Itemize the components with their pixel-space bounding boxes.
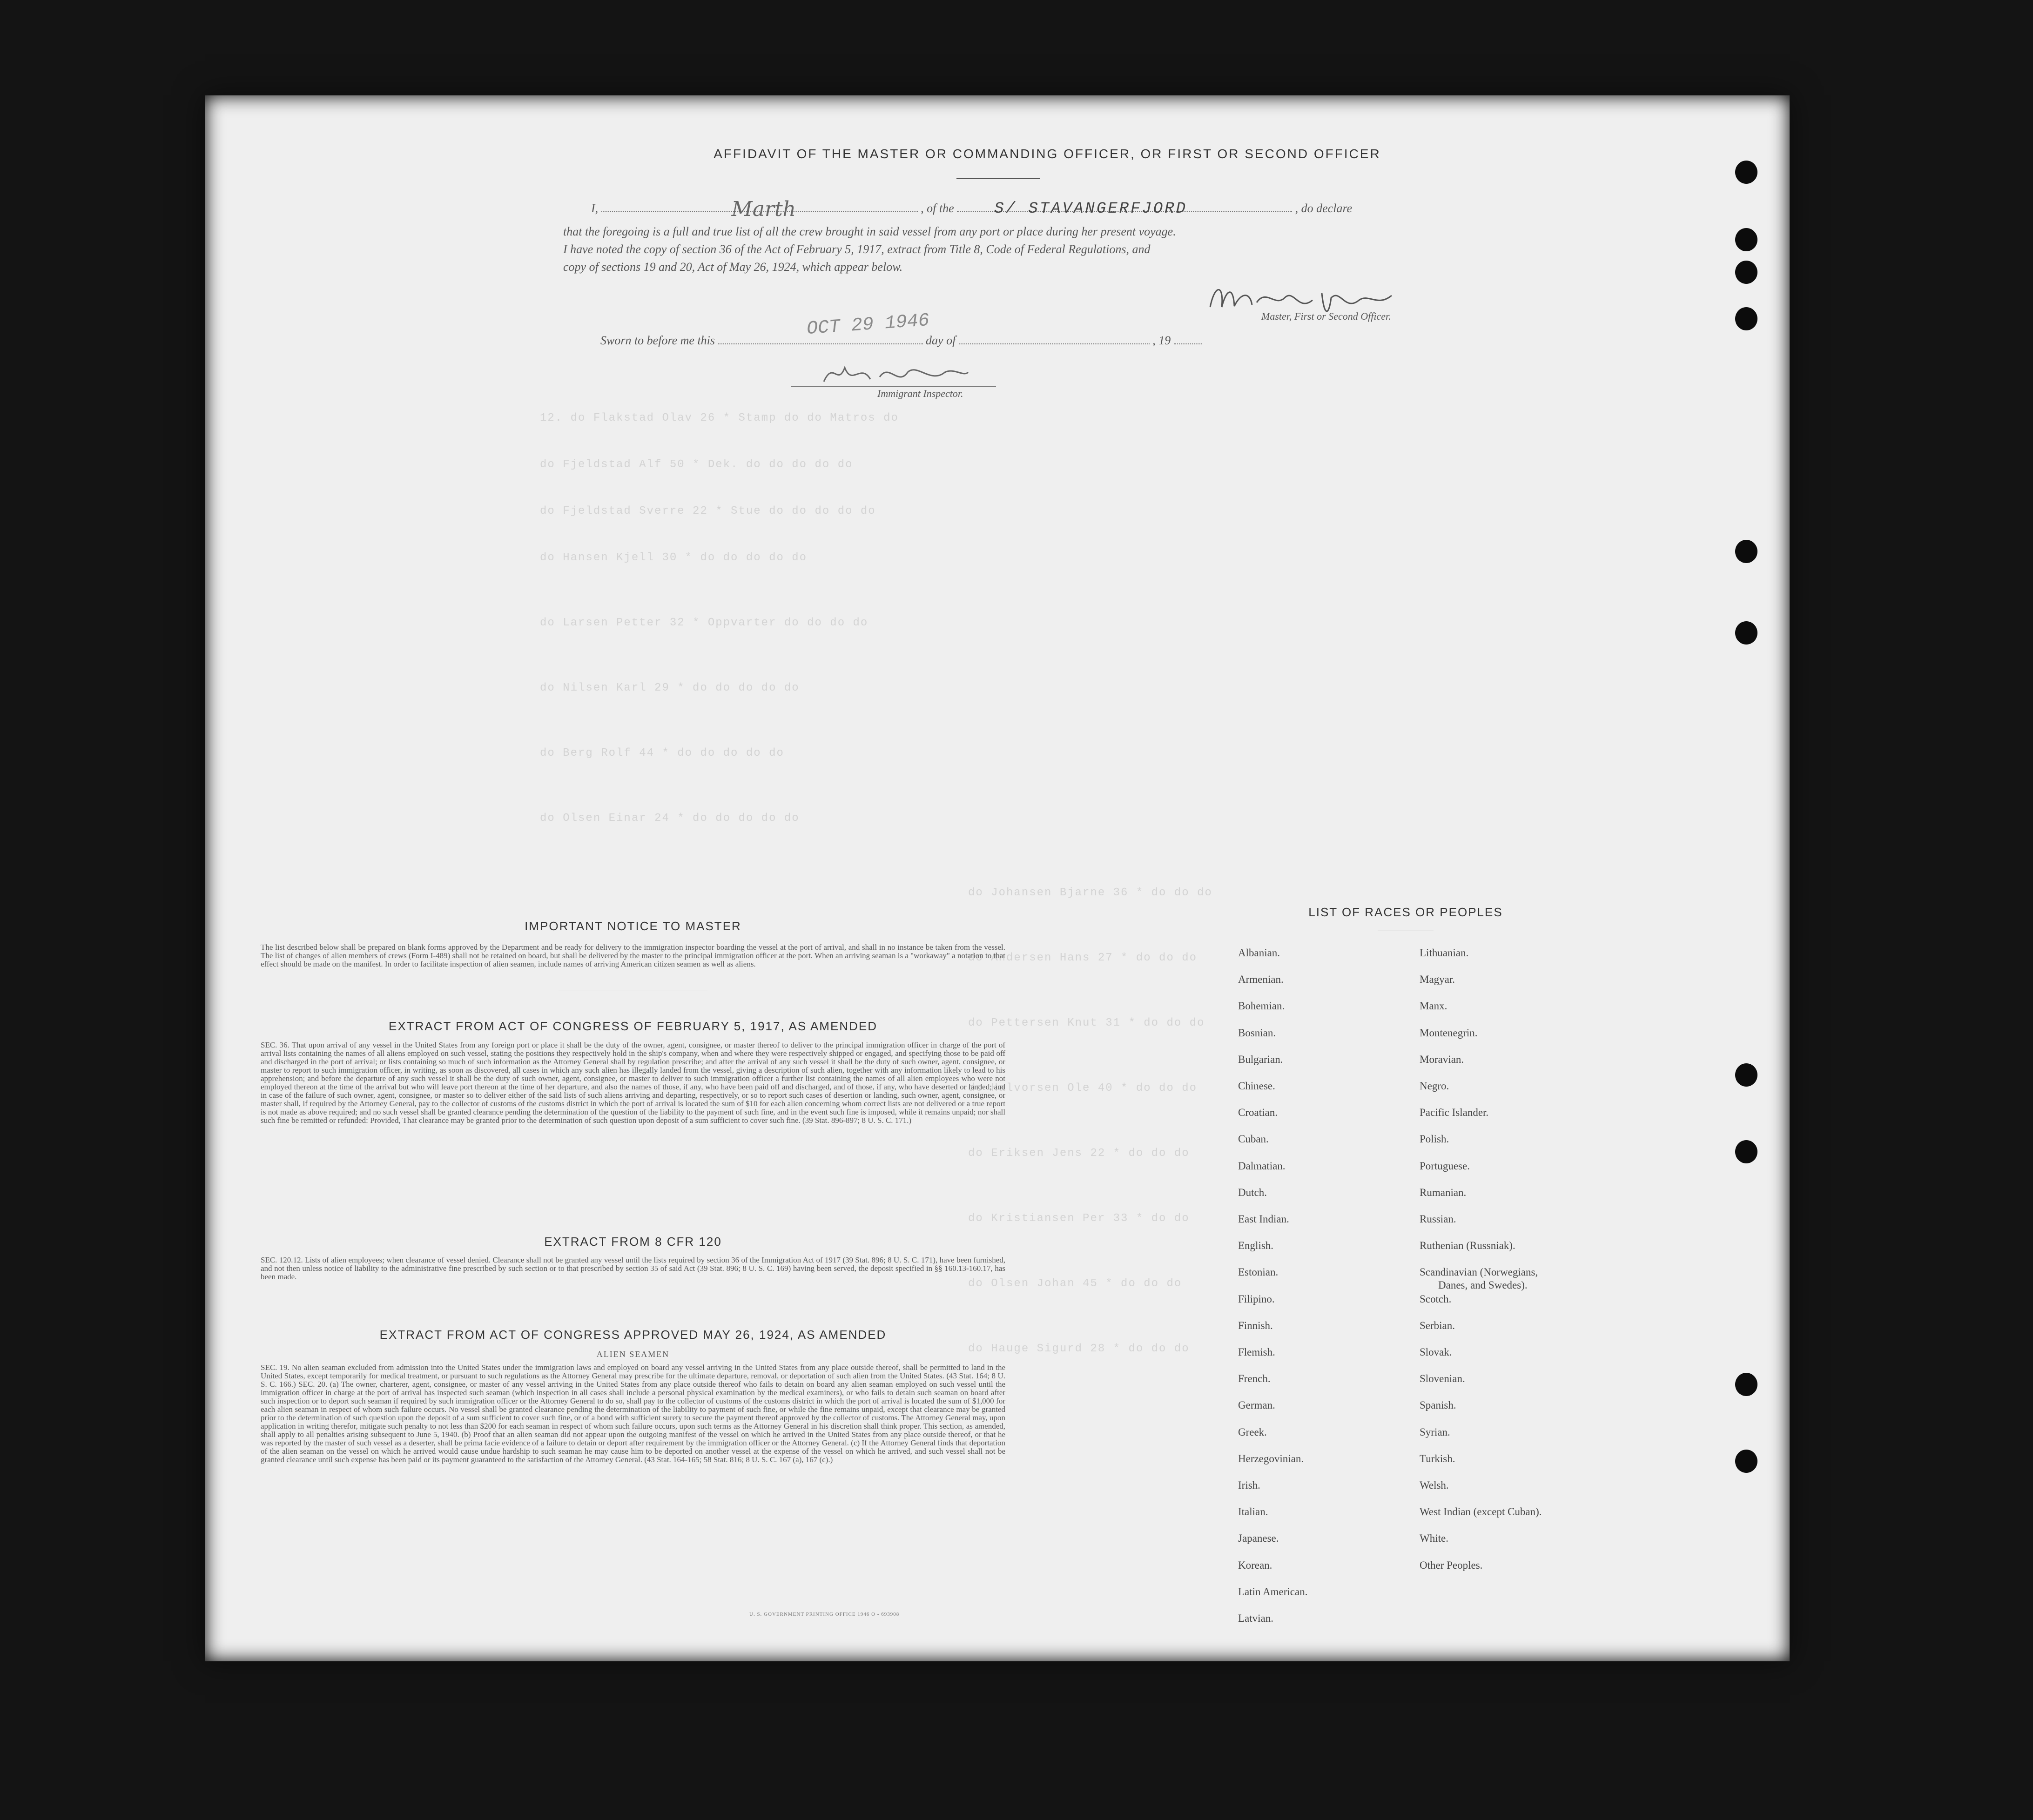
race-item: Estonian. [1238,1266,1279,1278]
races-column-2 [1420,947,1662,1645]
declaration-line-3: I have noted the copy of section 36 of the Act of February 5, 1917, extract from Title 8, Code of Federal Regulations, and [563,242,1151,256]
race-item: Chinese. [1238,1080,1275,1092]
race-item: Scandinavian (Norwegians, [1420,1266,1538,1278]
race-item: Albanian. [1238,947,1280,959]
punch-hole-icon [1735,621,1757,645]
race-item: English. [1238,1240,1274,1252]
punch-hole-icon [1735,1140,1757,1163]
declaration-line-4: copy of sections 19 and 20, Act of May 26, 1924, which appear below. [563,260,903,274]
officer-name-handwritten: Marth [731,197,796,221]
race-item: Russian. [1420,1213,1456,1225]
extract-cfr-body: SEC. 120.12. Lists of alien employees; when clearance of vessel denied. Clearance shall not be granted any vessel until the lists required by section 36 of the Immigration Act of 1917 (39 Stat. 896; 8 U. S. C. 171), have been furnished, and not then unless notice of liability to the administrative fine prescribed by such section or to that prescribed by section 35 of said Act (39 Stat. 896; 8 U. S. C. 169) having been served, the deposit specified in §§ 160.13-160.17, has been made. [261,1256,1005,1281]
document-page: 12. do Flakstad Olav 26 * Stamp do do Matros do do Fjeldstad Alf 50 * Dek. do do do do do do Fjeldstad Sverre 22 * Stue do do do do do do Hansen Kjell 30 * do do do do do do Larsen Petter 32 * Oppvarter do do do do do Nilsen Karl 29 * do do do do do do Berg Rolf 44 * do do do do do do Olsen Einar 24 * do do do do do do Johansen Bjarne 36 * do do do do Andersen Hans 27 * do do do do Pettersen Knut 31 * do do do do Halvorsen Ole 40 * do do do do Eriksen Jens 22 * do do do do Kristiansen Per 33 * do do do Olsen Johan 45 * do do do do Hauge Sigurd 28 * do do do AFFIDAVIT OF THE MASTER OR COMMANDING OFFICER, OR FIRST OR SECOND OFFICER I, Marth , of the S/ STAVANGERFJORD , do declare that the foregoing is a full and true list of all the crew brought in said vessel from any port or place during her present voyage. I have noted the copy of section 36 of the Act of February 5, 1917, extract from Title 8, Code of Federal Regulations, and copy of sections 19 and 20, Act of May 26, 1924, which appear below. Master, First or Second Officer. Sworn to before me this OCT 29 1946 day of , 19 Immigrant Inspector. IMPORTANT NOTICE TO MASTER The list described below shall be prepared on blank forms approved by the Department and be ready for delivery to the immigration inspector boarding the vessel at the port of arrival, and shall in no instance be taken from the vessel. The list of changes of alien members of crews (Form I-489) shall not be retained on board, but shall be delivered by the master to the principal immigration officer at the port. When an arriving seaman is a "workaway" a notation to that effect should be made on the manifest. In order to facilitate inspection of alien seamen, include names of arriving American citizen seamen as well as aliens. EXTRACT FROM ACT OF CONGRESS OF FEBRUARY 5, 1917, AS AMENDED SEC. 36. That upon arrival of any vessel in the United States from any foreign port or place it shall be the duty of the owner, agent, consignee, or master thereof to deliver to the principal immigration officer in charge of the port of arrival lists containing the names of all aliens employed on such vessel, stating the positions they respectively hold in the ship's company, when and where they were respectively shipped or engaged, and specifying those to be paid off and discharged in the port of arrival; or lists containing so much of such information as the Attorney General shall by regulation prescribe; and after the arrival of any such vessel it shall be the duty of such owner, agent, consignee, or master to report to such immigration officer, in writing, as soon as discovered, all cases in which any such alien has illegally landed from the vessel, giving a description of such alien, together with any information likely to lead to his apprehension; and before the departure of any such vessel it shall be the duty of such owner, agent, consignee, or master to deliver to such immigration officer a further list containing the names of all alien employees who were not employed thereon at the time of the arrival but who will leave port thereon at the time of her departure, and also the names of those, if any, who have been paid off and discharged, and of those, if any, who have deserted or landed; and in case of the failure of such owner, agent, consignee, or master so to deliver either of the said lists of such aliens arriving and departing, respectively, or so to report such cases of desertion or landing, such owner, agent, consignee, or master shall, if required by the Attorney General, pay to the collector of customs of the customs district in which the port of arrival is located the sum of $10 for each alien concerning whom correct lists are not delivered or a true report is not made as above required; and no such vessel shall be granted clearance pending the determination of the question of the liability to the payment of such fine, and in the event such fine is imposed, while it remains unpaid; nor shall such fine be remitted or refunded: Provided, That clearance may be granted prior to the determination of such question upon deposit of a sum sufficient to cover such fine. (39 Stat. 896-897; 8 U. S. C. 171.) EXTRACT FROM 8 CFR 120 SEC. 120.12. Lists of alien employees; when clearance of vessel denied. Clearance shall not be granted any vessel until the lists required by section 36 of the Immigration Act of 1917 (39 Stat. 896; 8 U. S. C. 171), have been furnished, and not then unless notice of liability to the administrative fine prescribed by such section or to that prescribed by section 35 of said Act (39 Stat. 896; 8 U. S. C. 169) having been served, the deposit specified in §§ 160.13-160.17, has been made. EXTRACT FROM ACT OF CONGRESS APPROVED MAY 26, 1924, AS AMENDED ALIEN SEAMEN SEC. 19. No alien seaman excluded from admission into the United States under the immigration laws and employed on board any vessel arriving in the United States from any place outside thereof, shall be permitted to land in the United States, except temporarily for medical treatment, or pursuant to such regulations as the Attorney General may prescribe for the ultimate departure, removal, or deportation of such alien from the United States. (43 Stat. 164; 8 U. S. C. 166.) SEC. 20. (a) The owner, charterer, agent, consignee, or master of any vessel arriving in the United States from any place outside thereof who fails to detain on board any alien seaman employed on such vessel until the immigration officer in charge at the port of arrival has inspected such seaman (which inspection in all cases shall include a personal physical examination by the medical examiners), or who fails to detain such seaman on board after such inspection or to deport such seaman if required by such immigration officer or the Attorney General to do so, shall pay to the collector of customs of the customs district in which the port of arrival is located the sum of $1,000 for each alien seaman in respect of whom such failure occurs. No vessel shall be granted clearance pending the determination of the liability to payment of such fine, or while the fine remains unpaid, except that clearance may be granted prior to the determination of such question upon the deposit of a sum sufficient to cover such fine, or of a bond with sufficient surety to secure the payment thereof approved by the collector of customs. The Attorney General may, upon application in writing therefor, mitigate such penalty to not less than $200 for each seaman in respect of whom such failure occurs, upon such terms as the Attorney General in his discretion shall think proper. This section, as amended, shall apply to all penalties arising subsequent to June 5, 1940. (b) Proof that an alien seaman did not appear upon the outgoing manifest of the vessel on which he arrived in the United States from any place outside thereof, or that he was reported by the master of such vessel as a deserter, shall be prima facie evidence of a failure to detain or deport after requirement by the immigration officer or the Attorney General. (c) If the Attorney General finds that deportation of the alien seaman on the vessel on which he arrived would cause undue hardship to such seaman he may cause him to be deported on another vessel at the expense of the vessel on which he arrived, and such vessel shall not be granted clearance until such expense has been paid or its payment guaranteed to the satisfaction of the Attorney General. (43 Stat. 164-165; 58 Stat. 816; 8 U. S. C. 167 (a), 167 (c).) U. S. GOVERNMENT PRINTING OFFICE 1946 O - 693908 LIST OF RACES OR PEOPLES Albanian. Armenian. Bohemian. Bosnian. Bulgarian. Chinese. Croatian. Cuban. Dalmatian. Dutch. East Indian. English. Estonian. Filipino. Finnish. Flemish. French. German. Greek. Herzegovinian. Irish. Italian. Japanese. Korean. Latin American. Latvian. Lithuanian. Magyar. Manx. Montenegrin. Moravian. Negro. Pacific Islander. Polish. Portuguese. Rumanian. Russian. Ruthenian (Russniak). Scandinavian (Norwegians, Danes, and Swedes). Scotch. Serbian. Slovak. Slovenian. Spanish. Syrian. Turkish. Welsh. West Indian (except Cuban). White. Other Peoples. [205,95,1790,1661]
punch-hole-icon [1735,1373,1757,1396]
race-item: Negro. [1420,1080,1449,1092]
race-item: Croatian. [1238,1107,1278,1119]
declaration-line-1 [591,197,1353,221]
race-item: Greek. [1238,1426,1267,1438]
printer-imprint: U. S. GOVERNMENT PRINTING OFFICE 1946 O - 693908 [749,1612,900,1617]
race-item: Slovak. [1420,1346,1452,1358]
race-item: Syrian. [1420,1426,1450,1438]
extract-1917-heading: EXTRACT FROM ACT OF CONGRESS OF FEBRUARY 5, 1917, AS AMENDED [389,1019,877,1033]
races-column-1 [1238,947,1415,1645]
declaration-of-the: , of the [921,201,954,215]
race-item: Serbian. [1420,1319,1455,1331]
race-item: Slovenian. [1420,1373,1465,1385]
extract-1924-heading: EXTRACT FROM ACT OF CONGRESS APPROVED MAY 26, 1924, AS AMENDED [379,1328,887,1342]
vessel-name-field[interactable] [957,200,1292,218]
race-item: Cuban. [1238,1133,1269,1145]
race-item: Finnish. [1238,1319,1273,1331]
affidavit-title: AFFIDAVIT OF THE MASTER OR COMMANDING OFFICER, OR FIRST OR SECOND OFFICER [714,147,1381,161]
punch-hole-icon [1735,228,1757,251]
race-item: Bosnian. [1238,1027,1276,1039]
declaration-line-2: that the foregoing is a full and true list of all the crew brought in said vessel from any port or place during her present voyage. [563,225,1176,238]
race-item: Welsh. [1420,1479,1449,1491]
sworn-date-field[interactable] [718,310,930,344]
race-item: Lithuanian. [1420,947,1469,959]
race-item: Bulgarian. [1238,1053,1283,1065]
race-item: French. [1238,1373,1271,1385]
race-item: Portuguese. [1420,1160,1470,1172]
punch-hole-icon [1735,1063,1757,1087]
race-item: Dalmatian. [1238,1160,1286,1172]
race-item: Irish. [1238,1479,1260,1491]
extract-1917-body: SEC. 36. That upon arrival of any vessel in the United States from any foreign port or place it shall be the duty of the owner, agent, consignee, or master thereof to deliver to the principal immigration officer in charge of the port of arrival lists containing the names of all aliens employed on such vessel, stating the positions they respectively hold in the ship's company, when and where they were respectively shipped or engaged, and specifying those to be paid off and discharged in the port of arrival; or lists containing so much of such information as the Attorney General shall by regulation prescribe; and after the arrival of any such vessel it shall be the duty of such owner, agent, consignee, or master to report to such immigration officer, in writing, as soon as discovered, all cases in which any such alien has illegally landed from the vessel, giving a description of such alien, together with any information likely to lead to his apprehension; and before the departure of any such vessel it shall be the duty of such owner, agent, consignee, or master to deliver to such immigration officer a further list containing the names of all alien employees who were not employed thereon at the time of the arrival but who will leave port thereon at the time of her departure, and also the names of those, if any, who have been paid off and discharged, and of those, if any, who have deserted or landed; and in case of the failure of such owner, agent, consignee, or master so to deliver either of the said lists of such aliens arriving and departing, respectively, or so to report such cases of desertion or landing, such owner, agent, consignee, or master shall, if required by the Attorney General, pay to the collector of customs of the customs district in which the port of arrival is located the sum of $10 for each alien concerning whom correct lists are not delivered or a true report is not made as above required; and no such vessel shall be granted clearance pending the determination of the question of the liability to the payment of such fine, and in the event such fine is imposed, while it remains unpaid; nor shall such fine be remitted or refunded: Provided, That clearance may be granted prior to the determination of such question upon deposit of a sum sufficient to cover such fine. (39 Stat. 896-897; 8 U. S. C. 171.) [261,1041,1005,1125]
title-divider [956,178,1040,179]
punch-hole-icon [1735,307,1757,330]
sworn-text: Sworn to before me this [600,334,715,347]
race-item: Magyar. [1420,974,1455,986]
sworn-month-field[interactable] [959,343,1150,344]
race-item: White. [1420,1532,1448,1545]
race-item: Latin American. [1238,1585,1308,1598]
race-item: Ruthenian (Russniak). [1420,1240,1515,1252]
officer-name-field[interactable] [601,197,918,221]
sworn-line [600,310,1202,348]
race-item: East Indian. [1238,1213,1289,1225]
race-item: Rumanian. [1420,1186,1467,1198]
race-item: Dutch. [1238,1186,1267,1198]
race-item: Pacific Islander. [1420,1107,1489,1119]
race-item: Italian. [1238,1506,1268,1518]
extract-1924-body: SEC. 19. No alien seaman excluded from admission into the United States under the immigration laws and employed on board any vessel arriving in the United States from any place outside thereof, shall be permitted to land in the United States, except temporarily for medical treatment, or pursuant to such regulations as the Attorney General may prescribe for the ultimate departure, removal, or deportation of such alien from the United States. (43 Stat. 164; 8 U. S. C. 166.) SEC. 20. (a) The owner, charterer, agent, consignee, or master of any vessel arriving in the United States from any place outside thereof who fails to detain on board any alien seaman employed on such vessel until the immigration officer in charge at the port of arrival has inspected such seaman (which inspection in all cases shall include a personal physical examination by the medical examiners), or who fails to detain such seaman on board after such inspection or to deport such seaman if required by such immigration officer or the Attorney General to do so, shall pay to the collector of customs of the customs district in which the port of arrival is located the sum of $1,000 for each alien seaman in respect of whom such failure occurs. No vessel shall be granted clearance pending the determination of the liability to payment of such fine, or while the fine remains unpaid, except that clearance may be granted prior to the determination of such question upon the deposit of a sum sufficient to cover such fine, or of a bond with sufficient surety to secure the payment thereof approved by the collector of customs. The Attorney General may, upon application in writing therefor, mitigate such penalty to not less than $200 for each seaman in respect of whom such failure occurs, upon such terms as the Attorney General in his discretion shall think proper. This section, as amended, shall apply to all penalties arising subsequent to June 5, 1940. (b) Proof that an alien seaman did not appear upon the outgoing manifest of the vessel on which he arrived in the United States from any place outside thereof, or that he was reported by the master of such vessel as a deserter, shall be prima facie evidence of a failure to detain or deport after requirement by the immigration officer or the Attorney General. (c) If the Attorney General finds that deportation of the alien seaman on the vessel on which he arrived would cause undue hardship to such seaman he may cause him to be deported on another vessel at the expense of the vessel on which he arrived, and such vessel shall not be granted clearance until such expense has been paid or its payment guaranteed to the satisfaction of the Attorney General. (43 Stat. 164-165; 58 Stat. 816; 8 U. S. C. 167 (a), 167 (c).) [261,1363,1005,1464]
race-item: Japanese. [1238,1532,1279,1545]
date-stamp: OCT 29 1946 [806,310,930,340]
race-item: Bohemian. [1238,1000,1285,1012]
declaration-i: I, [591,201,599,215]
punch-hole-icon [1735,540,1757,563]
year-prefix: , 19 [1152,334,1171,347]
race-item: Latvian. [1238,1612,1273,1624]
race-item: West Indian (except Cuban). [1420,1506,1542,1518]
race-item: German. [1238,1399,1275,1411]
race-item: Flemish. [1238,1346,1275,1358]
race-item: Polish. [1420,1133,1449,1145]
punch-hole-icon [1735,261,1757,284]
punch-hole-icon [1735,161,1757,184]
race-item: Scotch. [1420,1293,1452,1305]
race-item: Herzegovinian. [1238,1452,1304,1464]
inspector-caption: Immigrant Inspector. [877,388,963,399]
race-item: Korean. [1238,1559,1272,1571]
vessel-name-typed: S/ STAVANGERFJORD [994,200,1188,218]
race-item: Manx. [1420,1000,1447,1012]
punch-hole-icon [1735,1450,1757,1473]
race-item: Other Peoples. [1420,1559,1483,1571]
declaration-end: , do declare [1295,201,1353,215]
race-item: Spanish. [1420,1399,1456,1411]
extract-1924-subheading: ALIEN SEAMEN [596,1350,670,1359]
sworn-year-field[interactable] [1174,343,1202,344]
notice-body: The list described below shall be prepared on blank forms approved by the Department and be ready for delivery to the immigration inspector boarding the vessel at the port of arrival, and shall in no instance be taken from the vessel. The list of changes of alien members of crews (Form I-489) shall not be retained on board, but shall be delivered by the master to the principal immigration officer at the port. When an arriving seaman is a "workaway" a notation to that effect should be made on the manifest. In order to facilitate inspection of alien seamen, include names of arriving American citizen seamen as well as aliens. [261,943,1005,968]
race-item: Moravian. [1420,1053,1464,1065]
extract-cfr-heading: EXTRACT FROM 8 CFR 120 [544,1235,722,1249]
race-item: Danes, and Swedes). [1438,1279,1528,1291]
master-signature-caption: Master, First or Second Officer. [1261,310,1391,322]
notice-heading: IMPORTANT NOTICE TO MASTER [525,919,741,933]
race-item: Armenian. [1238,974,1284,986]
race-item: Montenegrin. [1420,1027,1478,1039]
inspector-signature-line [791,386,996,387]
race-item: Turkish. [1420,1452,1455,1464]
races-heading: LIST OF RACES OR PEOPLES [1308,905,1503,919]
race-item: Filipino. [1238,1293,1275,1305]
day-of-text: day of [926,334,956,347]
